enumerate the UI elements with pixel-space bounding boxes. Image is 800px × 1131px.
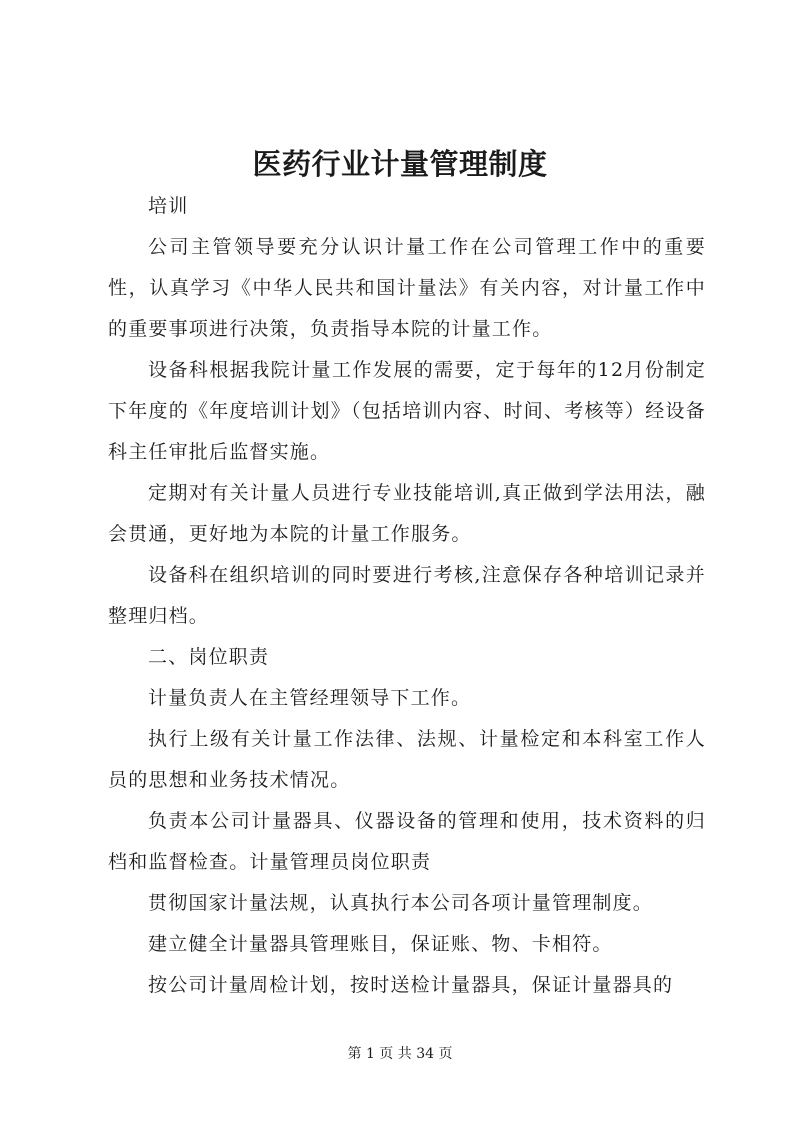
paragraph-section-heading: 二、岗位职责 (148, 646, 270, 668)
paragraph: 建立健全计量器具管理账目，保证账、物、卡相符。 (148, 933, 613, 955)
paragraph: 贯彻国家计量法规，认真执行本公司各项计量管理制度。 (148, 892, 654, 914)
paragraph: 执行上级有关计量工作法律、法规、计量检定和本科室工作人员的思想和业务技术情况。 (108, 728, 706, 791)
paragraph: 计量负责人在主管经理领导下工作。 (148, 687, 472, 709)
paragraph: 设备科根据我院计量工作发展的需要，定于每年的12月份制定下年度的《年度培训计划》（包括培训内容、时间、考核等）经设备科主任审批后监督实施。 (108, 359, 706, 463)
paragraph: 负责本公司计量器具、仪器设备的管理和使用，技术资料的归档和监督检查。计量管理员岗位职责 (108, 810, 706, 873)
paragraph: 按公司计量周检计划，按时送检计量器具，保证计量器具的 (148, 974, 674, 996)
page-footer: 第 1 页 共 34 页 (347, 1046, 453, 1062)
paragraph-training-heading: 培训 (148, 195, 189, 217)
document-body (108, 186, 706, 1006)
paragraph: 公司主管领导要充分认识计量工作在公司管理工作中的重要性，认真学习《中华人民共和国计量法》有关内容，对计量工作中的重要事项进行决策，负责指导本院的计量工作。 (108, 236, 706, 340)
paragraph: 定期对有关计量人员进行专业技能培训,真正做到学法用法，融会贯通，更好地为本院的计量工作服务。 (108, 482, 706, 545)
document-title: 医药行业计量管理制度 (252, 147, 548, 181)
paragraph: 设备科在组织培训的同时要进行考核,注意保存各种培训记录并整理归档。 (108, 564, 706, 627)
